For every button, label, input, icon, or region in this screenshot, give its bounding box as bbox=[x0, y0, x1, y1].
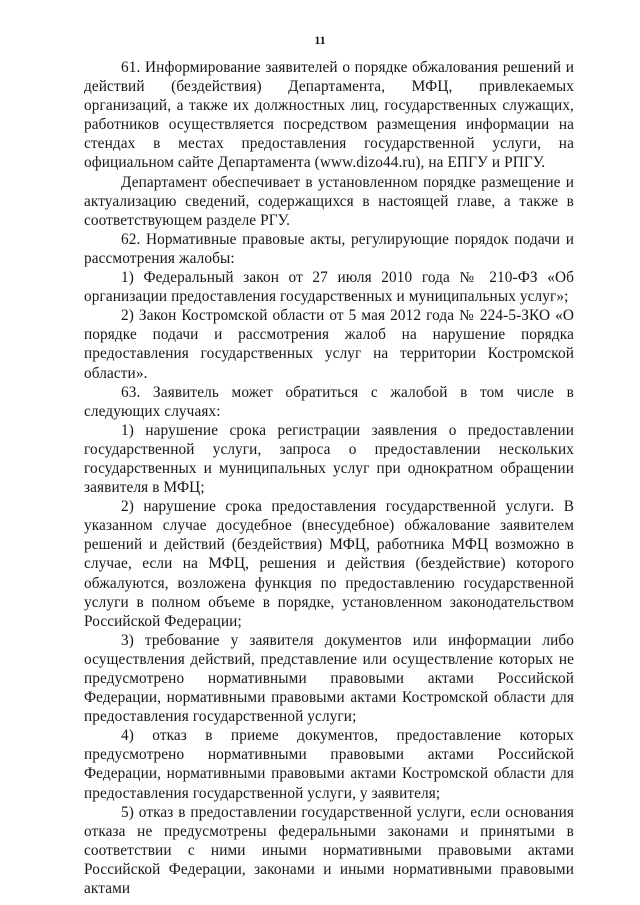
document-body bbox=[84, 58, 574, 898]
paragraph-61: 61. Информирование заявителей о порядке обжалования решений и действий (бездействия) Департамента, МФЦ, привлекаемых организаций, а также их должностных лиц, государственных служащих, работников осуществляется посредством размещения информации на стендах в местах предоставления государственной услуги, на официальном сайте Департамента (www.dizo44.ru), на ЕПГУ и РПГУ. bbox=[84, 59, 574, 172]
page-number: 11 bbox=[314, 33, 326, 47]
paragraph-62: 62. Нормативные правовые акты, регулирующие порядок подачи и рассмотрения жалобы: bbox=[84, 230, 574, 267]
list-item-62-2: 2) Закон Костромской области от 5 мая 2012 года № 224-5-ЗКО «О порядке подачи и рассмотрения жалоб на нарушение порядка предоставления государственных услуг на территории Костромской области». bbox=[84, 307, 574, 382]
list-item-63-5: 5) отказ в предоставлении государственной услуги, если основания отказа не предусмотрены федеральными законами и принятыми в соответствии с ними иными нормативными правовыми актами Российской Федерации, законами и иными нормативными правовыми актами bbox=[84, 803, 574, 898]
list-item-63-1: 1) нарушение срока регистрации заявления о предоставлении государственной услуги, запроса о предоставлении нескольких государственных и муниципальных услуг при однократном обращении заявителя в МФЦ; bbox=[84, 421, 574, 497]
list-item-63-2: 2) нарушение срока предоставления государственной услуги. В указанном случае досудебное (внесудебное) обжалование заявителем решений и действий (бездействия) МФЦ, работника МФЦ возможно в случае, если на МФЦ, решения и действия (бездействие) которого обжалуются, возложена функция по предоставлению государственной услуги в полном объеме в порядке, установленном законодательством Российской Федерации; bbox=[84, 498, 574, 630]
list-item-62-1: 1) Федеральный закон от 27 июля 2010 года № 210-ФЗ «Об организации предоставления государственных и муниципальных услуг»; bbox=[84, 269, 574, 306]
list-item-63-3: 3) требование у заявителя документов или информации либо осуществления действий, представление или осуществление которых не предусмотрено нормативными правовыми актами Российской Федерации, нормативными правовыми актами Костромской области для предоставления государственной услуги; bbox=[84, 631, 574, 726]
paragraph-department-duty: Департамент обеспечивает в установленном порядке размещение и актуализацию сведений, содержащихся в настоящей главе, а также в соответствующем разделе РГУ. bbox=[84, 173, 574, 229]
list-item-63-4: 4) отказ в приеме документов, предоставление которых предусмотрено нормативными правовыми актами Российской Федерации, нормативными правовыми актами Костромской области для предоставления государственной услуги, у заявителя; bbox=[84, 727, 574, 802]
paragraph-63: 63. Заявитель может обратиться с жалобой в том числе в следующих случаях: bbox=[84, 383, 574, 420]
